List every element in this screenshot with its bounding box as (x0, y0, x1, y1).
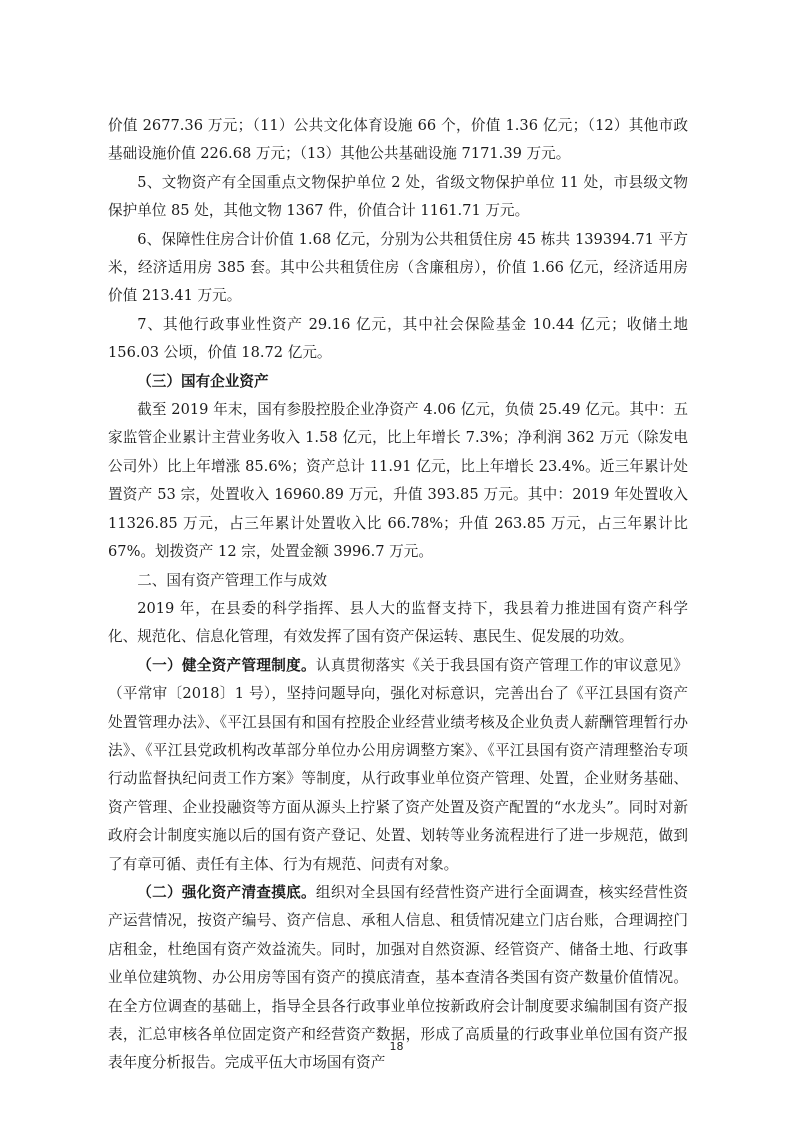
paragraph-management-overview: 2019 年，在县委的科学指挥、县人大的监督支持下，我县着力推进国有资产科学化、规范化、信息化管理，有效发挥了国有资产保运转、惠民生、促发展的功效。 (108, 599, 688, 646)
subheading-strengthen-asset-inventory: （二）强化资产清查摸底。 (137, 883, 316, 901)
paragraph-improve-management-system (108, 652, 688, 879)
section-heading-state-enterprise-assets: （三）国有企业资产 (137, 372, 269, 390)
section-heading-management-work: 二、国有资产管理工作与成效 (137, 571, 327, 589)
page-number: 18 (389, 1040, 404, 1053)
paragraph-affordable-housing: 6、保障性住房合计价值 1.68 亿元，分别为公共租赁住房 45 栋共 139394.71 平方米，经济适用房 385 套。其中公共租赁住房（含廉租房），价值 1.66 亿元，经济适用房价值 213.41 万元。 (108, 230, 688, 305)
paragraph-body-text: 组织对全县国有经营性资产进行全面调查，核实经营性资产运营情况，按资产编号、资产信息、承租人信息、租赁情况建立门店台账，合理调控门店租金，杜绝国有资产效益流失。同时，加强对自然资源、经管资产、储备土地、行政事业单位建筑物、办公用房等国有资产的摸底清查，基本查清各类国有资产数量价值情况。在全方位调查的基础上，指导全县各行政事业单位按新政府会计制度要求编制国有资产报表，汇总审核各单位固定资产和经营资产数据，形成了高质量的行政事业单位国有资产报表年度分析报告。完成平伍大市场国有资产 (108, 883, 688, 1072)
paragraph-body-text: 认真贯彻落实《关于我县国有资产管理工作的审议意见》（平常审〔2018〕1 号），坚持问题导向，强化对标意识，完善出台了《平江县国有资产处置管理办法》、《平江县国有和国有控股企业经营业绩考核及企业负责人薪酬管理暂行办法》、《平江县党政机构改革部分单位办公用房调整方案》、《平江县国有资产清理整治专项行动监督执纪问责工作方案》等制度，从行政事业单位资产管理、处置，企业财务基础、资产管理、企业投融资等方面从源头上拧紧了资产处置及资产配置的“水龙头”。同时对新政府会计制度实施以后的国有资产登记、处置、划转等业务流程进行了进一步规范，做到了有章可循、责任有主体、行为有规范、问责有对象。 (108, 656, 688, 873)
paragraph-other-admin-assets: 7、其他行政事业性资产 29.16 亿元，其中社会保险基金 10.44 亿元；收储土地 156.03 公顷，价值 18.72 亿元。 (108, 315, 688, 362)
paragraph-cultural-relics: 5、文物资产有全国重点文物保护单位 2 处，省级文物保护单位 11 处，市县级文物保护单位 85 处，其他文物 1367 件，价值合计 1161.71 万元。 (108, 173, 688, 220)
paragraph-public-infrastructure-continued: 价值 2677.36 万元；（11）公共文化体育设施 66 个，价值 1.36 亿元；（12）其他市政基础设施价值 226.68 万元；（13）其他公共基础设施 7171.39 万元。 (108, 117, 688, 163)
subheading-improve-management-system: （一）健全资产管理制度。 (137, 656, 316, 674)
document-body (108, 112, 688, 1078)
paragraph-state-enterprise-assets: 截至 2019 年末，国有参股控股企业净资产 4.06 亿元，负债 25.49 亿元。其中：五家监管企业累计主营业务收入 1.58 亿元，比上年增长 7.3%；净利润 362 万元（除发电公司外）比上年增涨 85.6%；资产总计 11.91 亿元，比上年增长 23.4%。近三年累计处置资产 53 宗，处置收入 16960.89 万元，升值 393.85 万元。其中：2019 年处置收入 11326.85 万元，占三年累计处置收入比 66.78%；升值 263.85 万元，占三年累计比 67%。划拨资产 12 宗，处置金额 3996.7 万元。 (108, 401, 688, 561)
